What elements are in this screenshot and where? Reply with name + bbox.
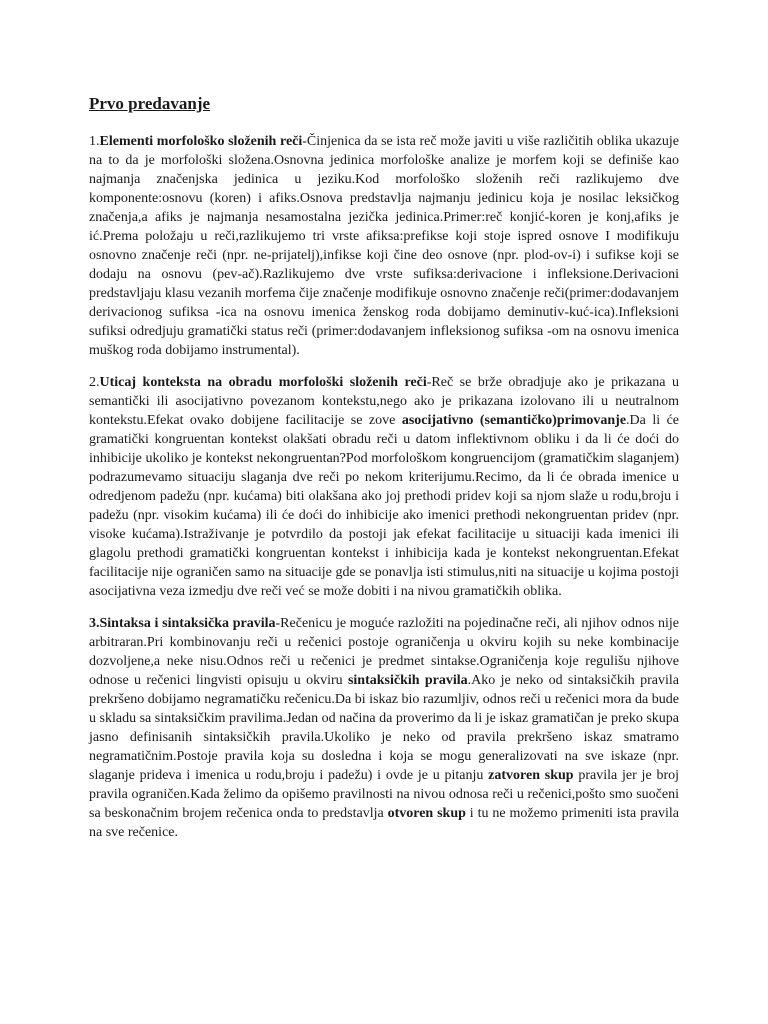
paragraph-3-text-c: pravila jer je broj pravila ograničen.Kada želimo da opišemo pravilnosti na nivou odnosa reči u rečenici,pošto smo suočeni sa beskonačnim brojem rečenica onda to predstavlja xyxy=(89,768,679,821)
paragraph-2-bold-term: asocijativno (semantičko)primovanje xyxy=(401,413,627,428)
paragraph-3 xyxy=(89,614,679,842)
paragraph-1-text: -Činjenica da se ista reč može javiti u više različitih oblika ukazuje na to da je morfološki složena.Osnovna jedinica morfološke analize je morfem koji se definiše kao najmanja značenjska jedinica u jeziku.Kod morfološko složenih reči razlikujemo dve komponente:osnovu (koren) i afiks.Osnova predstavlja najmanju jedinicu koja je nosilac leksičkog značenja,a afiks je najmanja nesamostalna jezička jedinica.Primer:reč konjić-koren je konj,afiks je ić.Prema položaju u reči,razlikujemo tri vrste afiksa:prefikse koji stoje ispred osnove I modifikuju osnovno značenje reči (npr. ne-prijatelj),infikse koji čine deo osnove (npr. plod-ov-i) i sufikse koji se dodaju na osnovu (pev-ač).Razlikujemo dve vrste sufiksa:derivacione i infleksione.Derivacioni predstavljaju klasu vezanih morfema čije značenje modifikuje osnovno značenje reči(primer:dodavanjem derivacionog sufiksa -ica na osnovu imenica ženskog roda dobijamo deminutiv-kuć-ica).Infleksioni sufiksi odredjuju gramatički status reči (primer:dodavanjem infleksionog sufiksa -om na osnovu imenica muškog roda dobijamo instrumental). xyxy=(89,134,679,358)
paragraph-2-heading: Uticaj konteksta na obradu morfološki složenih reči xyxy=(99,375,427,390)
paragraph-3-bold-term-3: otvoren skup xyxy=(387,806,466,821)
paragraph-3-text-d: i tu ne možemo primeniti ista pravila na sve rečenice. xyxy=(89,806,679,840)
paragraph-3-text-a: -Rečenicu je moguće razložiti na pojedinačne reči, ali njihov odnos nije arbitraran.Pri kombinovanju reči u rečenici postoje ograničenja u okviru kojih su neke kombinacije dozvoljene,a neke nisu.Odnos reči u rečenici je predmet sintakse.Ograničenja koje regulišu njihove odnose u rečenici lingvisti opisuju u okviru xyxy=(89,616,679,688)
paragraph-2-number: 2. xyxy=(89,375,100,390)
paragraph-3-heading: Sintaksa i sintaksička pravila xyxy=(99,616,276,631)
paragraph-1 xyxy=(89,132,679,360)
paragraph-3-number: 3. xyxy=(89,616,100,631)
paragraph-1-number: 1. xyxy=(89,134,100,149)
paragraph-2-text-a: -Reč se brže obradjuje ako je prikazana u semantički ili asocijativno povezanom kontekstu,nego ako je prikazana izolovano ili u neutralnom kontekstu.Efekat ovako dobijene facilitacije se zove xyxy=(89,375,679,428)
paragraph-2 xyxy=(89,373,679,601)
paragraph-3-bold-term-1: sintaksičkih pravila xyxy=(347,673,468,688)
document-title: Prvo predavanje xyxy=(89,94,211,113)
paragraph-3-bold-term-2: zatvoren skup xyxy=(488,768,574,783)
paragraph-1-heading: Elementi morfološko složenih reči xyxy=(99,134,303,149)
paragraph-2-text-b: .Da li će gramatički kongruentan kontekst olakšati obradu reči u datom inflektivnom obliku i da li će doći do inhibicije ukoliko je kontekst nekongruentan?Pod morfološkom kongruencijom (gramatičkim slaganjem) podrazumevamo situaciju slaganja dve reči po nekom kriterijumu.Recimo, da li će obrada imenice u odredjenom padežu (npr. kućama) biti olakšana ako joj prethodi pridev koji sa njom slaže u rodu,broju i padežu (npr. visokim kućama) ili će doći do inhibicije ako imenici prethodi nekongruentan pridev (npr. visoke kućama).Istraživanje je potvrdilo da postoji jak efekat facilitacije u situaciji kada imenici ili glagolu prethodi gramatički kongruentan kontekst i inhibicija kada je kontekst nekongruentan.Efekat facilitacije nije ograničen samo na situacije gde se ponavlja isti stimulus,niti na situacije u kojima postoji asocijativna veza izmedju dve reči već se može dobiti i na nivou gramatičkih oblika. xyxy=(89,413,679,599)
paragraph-3-text-b: .Ako je neko od sintaksičkih pravila prekršeno dobijamo negramatičku rečenicu.Da bi iskaz bio razumljiv, odnos reči u rečenici mora da bude u skladu sa sintaksičkim pravilima.Jedan od načina da proverimo da li je iskaz gramatičan je preko skupa jasno definisanih sintaksičkih pravila.Ukoliko je neko od pravila prekršeno iskaz smatramo negramatičnim.Postoje pravila koja su dosledna i koja se mogu generalizovati na sve iskaze (npr. slaganje prideva i imenica u rodu,broju i padežu) i ovde je u pitanju xyxy=(89,673,679,783)
